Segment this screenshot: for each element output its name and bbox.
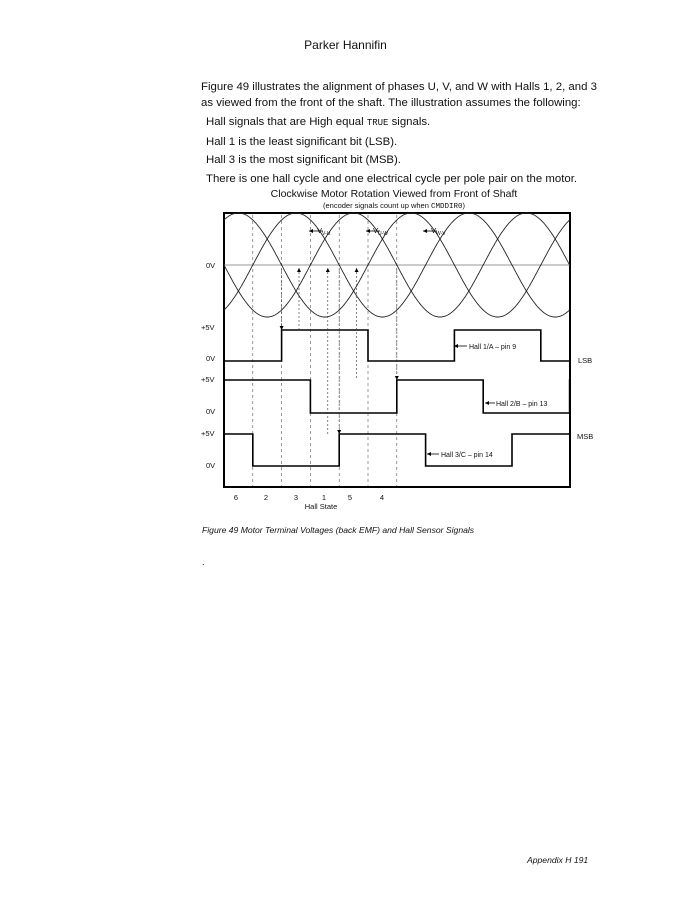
hall-timing-figure	[195, 184, 615, 514]
svg-text:VW-V: $V_{W-V}$	[431, 226, 446, 237]
hall2-label-group	[485, 401, 547, 408]
level-0v-emf: 0V	[206, 261, 216, 270]
level-5v-hall1: +5V	[201, 323, 215, 332]
figure-caption: Figure 49 Motor Terminal Voltages (back EMF) and Hall Sensor Signals	[202, 525, 475, 535]
level-5v-hall3: +5V	[201, 429, 215, 438]
svg-text:VV-U: $V_{V-U}$	[317, 226, 331, 237]
emf-label-vvu	[309, 226, 331, 237]
assumption-2: Hall 1 is the least significant bit (LSB).	[206, 135, 398, 148]
emf-label-vuw	[366, 226, 388, 237]
hall3-label-group	[427, 452, 493, 459]
page-header: Parker Hannifin	[304, 38, 387, 52]
hall-state-6: 6	[233, 493, 239, 502]
hall-state-axis-label: Hall State	[304, 502, 338, 511]
hall1-label: Hall 1/A – pin 9	[469, 344, 517, 351]
timing-chart	[195, 184, 615, 514]
sync-arrow-2	[297, 268, 301, 272]
level-0v-hall3: 0V	[206, 461, 216, 470]
hall-state-4: 4	[379, 493, 385, 502]
figure-subtitle: (encoder signals count up when CMDDIR0)	[322, 201, 466, 211]
sync-arrow-3	[326, 268, 330, 272]
hall-state-3: 3	[293, 493, 299, 502]
level-0v-hall1: 0V	[206, 354, 216, 363]
hall3-label: Hall 3/C – pin 14	[441, 452, 493, 459]
hall1-label-group	[454, 344, 516, 351]
intro-paragraph: Figure 49 illustrates the alignment of phases U, V, and W with Halls 1, 2, and 3 as viewed from the front of the shaft. The illustration assumes the following:	[201, 81, 597, 109]
hall-state-2: 2	[263, 493, 269, 502]
msb-label: MSB	[577, 432, 594, 441]
assumption-list	[206, 113, 606, 188]
stray-mark: .	[202, 557, 205, 567]
figure-title: Clockwise Motor Rotation Viewed from Front of Shaft	[270, 188, 518, 200]
sync-arrow-5	[355, 268, 359, 272]
emf-label-vwv	[423, 226, 446, 237]
page-footer: Appendix H 191	[527, 855, 589, 865]
hall-state-5: 5	[347, 493, 353, 502]
assumption-3: Hall 3 is the most significant bit (MSB).	[206, 154, 401, 166]
hall-state-1: 1	[321, 493, 327, 502]
assumption-1: Hall signals that are High equal TRUE signals.	[206, 116, 431, 128]
hall-trace-2	[224, 380, 570, 413]
hall2-label: Hall 2/B – pin 13	[496, 401, 548, 408]
level-5v-hall2: +5V	[201, 375, 215, 384]
level-0v-hall2: 0V	[206, 407, 216, 416]
assumption-4: There is one hall cycle and one electrical cycle per pole pair on the motor.	[206, 172, 578, 185]
svg-text:VU-W: $V_{U-W}$	[373, 226, 389, 237]
lsb-label: LSB	[578, 356, 593, 365]
